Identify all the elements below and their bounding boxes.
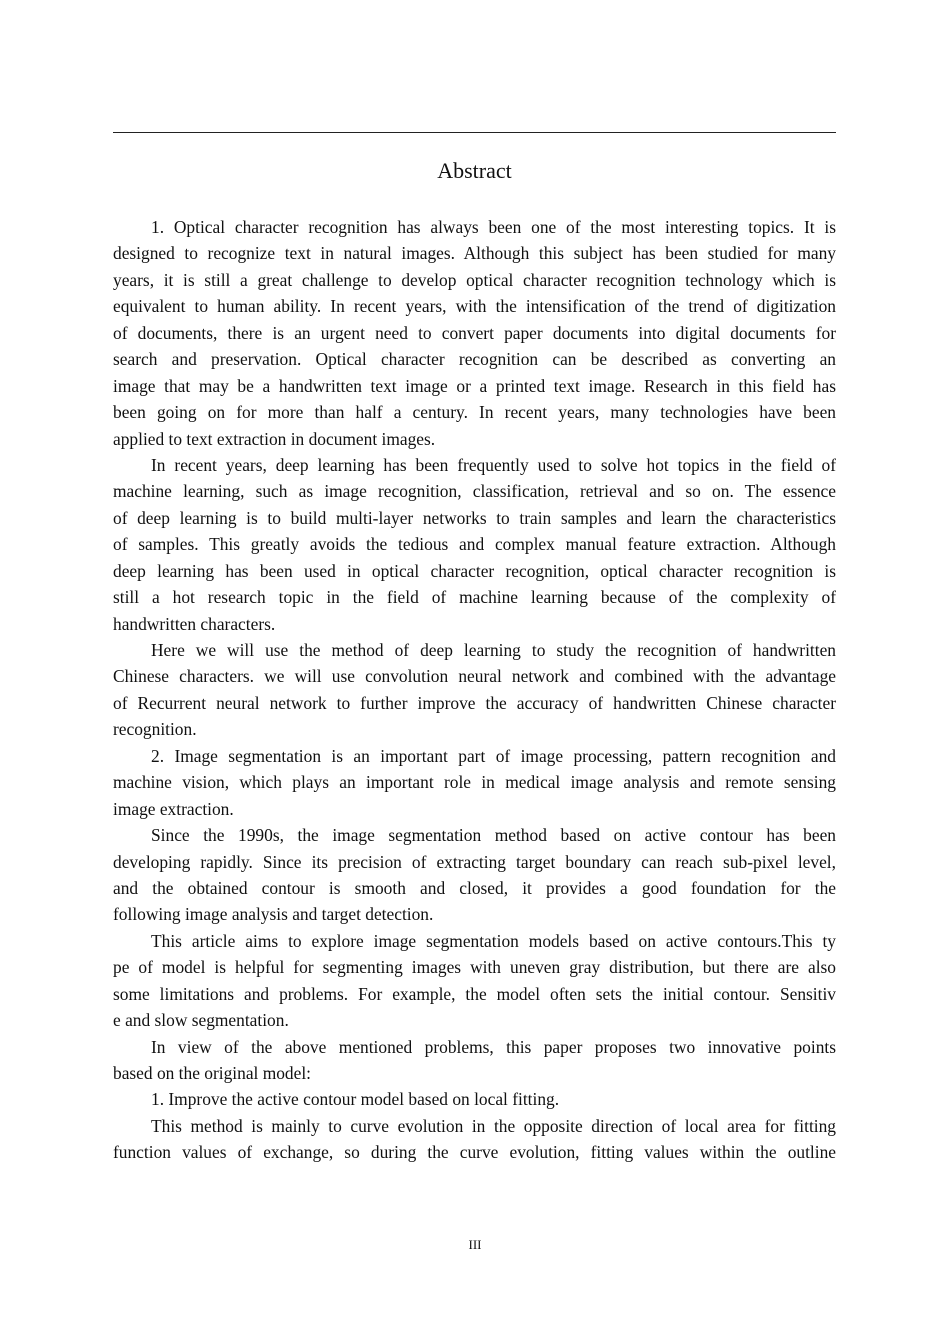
paragraph-line: been going on for more than half a century. In recent years, many technologies have been: [113, 402, 836, 423]
paragraph-line: image that may be a handwritten text image or a printed text image. Research in this field has: [113, 375, 836, 396]
abstract-body: [113, 214, 836, 1166]
paragraph-line: following image analysis and target detection.: [113, 904, 434, 925]
paragraph-line: In recent years, deep learning has been frequently used to solve hot topics in the field of: [151, 454, 836, 475]
header-rule: [113, 132, 836, 133]
page-number: III: [468, 1237, 482, 1252]
paragraph-line: of documents, there is an urgent need to convert paper documents into digital documents for: [113, 322, 836, 343]
paragraph: [113, 743, 836, 822]
paragraph-line: handwritten characters.: [113, 613, 276, 634]
paragraph-line: based on the original model:: [113, 1063, 312, 1083]
paragraph-line: This article aims to explore image segmentation models based on active contours.This ty: [151, 930, 836, 951]
paragraph-line: Chinese characters. we will use convolution neural network and combined with the advantage: [113, 666, 836, 687]
paragraph-line: search and preservation. Optical character recognition can be described as converting an: [113, 349, 836, 370]
page-title: Abstract: [437, 158, 512, 183]
paragraph-line: applied to text extraction in document images.: [113, 428, 436, 449]
paragraph-line: pe of model is helpful for segmenting images with uneven gray distribution, but there are also: [113, 957, 836, 978]
paragraph-line: recognition.: [113, 719, 197, 740]
paragraph-line: Since the 1990s, the image segmentation method based on active contour has been: [151, 825, 836, 846]
paragraph: [113, 928, 836, 1034]
paragraph-line: function values of exchange, so during the curve evolution, fitting values within the outline: [113, 1142, 836, 1163]
paragraph-line: 1. Optical character recognition has always been one of the most interesting topics. It is: [151, 217, 836, 237]
paragraph: [113, 1086, 836, 1112]
paragraph-line: still a hot research topic in the field of machine learning because of the complexity of: [113, 587, 836, 608]
paragraph-line: of samples. This greatly avoids the tedious and complex manual feature extraction. Although: [113, 534, 836, 555]
paragraph-line: and the obtained contour is smooth and closed, it provides a good foundation for the: [113, 877, 836, 898]
paragraph-line: 2. Image segmentation is an important part of image processing, pattern recognition and: [151, 745, 836, 766]
paragraph: [113, 1113, 836, 1166]
paragraph-line: years, it is still a great challenge to develop optical character recognition technology which is: [113, 269, 836, 290]
paragraph: [113, 214, 836, 452]
paragraph-line: In view of the above mentioned problems, this paper proposes two innovative points: [151, 1036, 836, 1057]
paragraph-line: machine learning, such as image recognition, classification, retrieval and so on. The essence: [113, 481, 836, 502]
paragraph-line: machine vision, which plays an important role in medical image analysis and remote sensing: [113, 772, 836, 793]
paragraph-line: deep learning has been used in optical character recognition, optical character recognition is: [113, 560, 836, 581]
paragraph: [113, 1034, 836, 1087]
paragraph-line: some limitations and problems. For example, the model often sets the initial contour. Sensitiv: [113, 983, 836, 1004]
paragraph-line: This method is mainly to curve evolution in the opposite direction of local area for fitting: [151, 1115, 836, 1136]
paragraph-line: Here we will use the method of deep learning to study the recognition of handwritten: [151, 640, 836, 660]
paragraph-line: of Recurrent neural network to further improve the accuracy of handwritten Chinese character: [113, 692, 836, 713]
paragraph-line: developing rapidly. Since its precision of extracting target boundary can reach sub-pixel level,: [113, 851, 836, 872]
paragraph-line: 1. Improve the active contour model based on local fitting.: [151, 1089, 560, 1110]
paragraph: [113, 822, 836, 928]
paragraph: [113, 452, 836, 637]
paragraph: [113, 637, 836, 743]
paragraph-line: e and slow segmentation.: [113, 1010, 289, 1031]
paragraph-line: of deep learning is to build multi-layer networks to train samples and learn the characteristics: [113, 507, 836, 528]
paragraph-line: image extraction.: [113, 798, 234, 819]
paragraph-line: equivalent to human ability. In recent years, with the intensification of the trend of digitization: [113, 296, 836, 317]
paragraph-line: designed to recognize text in natural images. Although this subject has been studied for many: [113, 243, 836, 264]
